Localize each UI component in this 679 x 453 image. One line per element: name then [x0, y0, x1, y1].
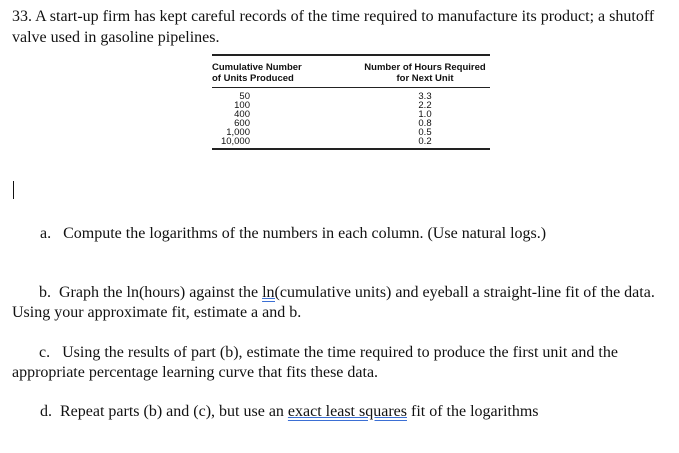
table-header-rule [212, 87, 490, 88]
hours-column-header [360, 62, 490, 84]
data-table [212, 54, 490, 150]
table-body [212, 92, 490, 146]
part-d-text-1: Repeat parts (b) and (c), but use an [60, 403, 288, 420]
hours-header-line2: for Next Unit [396, 73, 454, 84]
units-column [212, 92, 250, 146]
part-b-label: b. [39, 284, 51, 301]
hours-cell: 1.0 [418, 109, 432, 120]
text-cursor[interactable] [13, 181, 14, 199]
part-b-text-1: Graph the ln(hours) against the [59, 284, 263, 301]
problem-text: A start-up firm has kept careful records of the time required to manufacture its product; a shutoff valve used in gasoline pipelines. [12, 8, 655, 46]
units-cell: 1,000 [226, 127, 250, 138]
units-header-line2: of Units Produced [212, 73, 294, 84]
units-cell: 400 [234, 109, 250, 120]
part-c-text: Using the results of part (b), estimate the time required to produce the first unit and the appropriate percentage learning curve that fits these data. [12, 344, 618, 381]
units-cell: 600 [234, 118, 250, 129]
problem-statement [12, 6, 672, 48]
part-a-text: Compute the logarithms of the numbers in each column. (Use natural logs.) [63, 225, 547, 242]
problem-number: 33. [12, 8, 32, 25]
hours-cell: 0.8 [418, 118, 432, 129]
part-a [40, 224, 679, 244]
part-b-text-2: cumulative units) and eyeball a straight-line fit of the data. Using your approximate fit, estimate a and b. [12, 284, 655, 321]
part-c-label: c. [39, 344, 51, 361]
units-cell: 50 [239, 91, 250, 102]
hours-cell: 0.5 [418, 127, 432, 138]
hours-cell: 2.2 [418, 100, 432, 111]
units-cell: 10,000 [220, 136, 250, 147]
table-header [212, 62, 490, 84]
table-bottom-rule [212, 148, 490, 150]
hours-header-line1: Number of Hours Required [364, 62, 486, 73]
hours-cell: 0.2 [418, 136, 432, 147]
part-a-label: a. [40, 225, 52, 242]
hours-column [360, 92, 490, 146]
part-d-text-2: fit of the logarithms [406, 403, 539, 420]
units-header-line1: Cumulative Number [212, 62, 302, 73]
part-d-grammar-phrase[interactable]: exact least squares [287, 403, 407, 420]
part-d-label: d. [40, 403, 52, 420]
part-d [40, 402, 679, 422]
part-c [12, 343, 672, 383]
part-b [12, 283, 672, 323]
units-column-header [212, 62, 322, 84]
part-b-spellcheck-word[interactable]: ln( [262, 284, 280, 301]
hours-cell: 3.3 [418, 91, 432, 102]
table-top-rule [212, 54, 490, 56]
units-cell: 100 [234, 100, 250, 111]
